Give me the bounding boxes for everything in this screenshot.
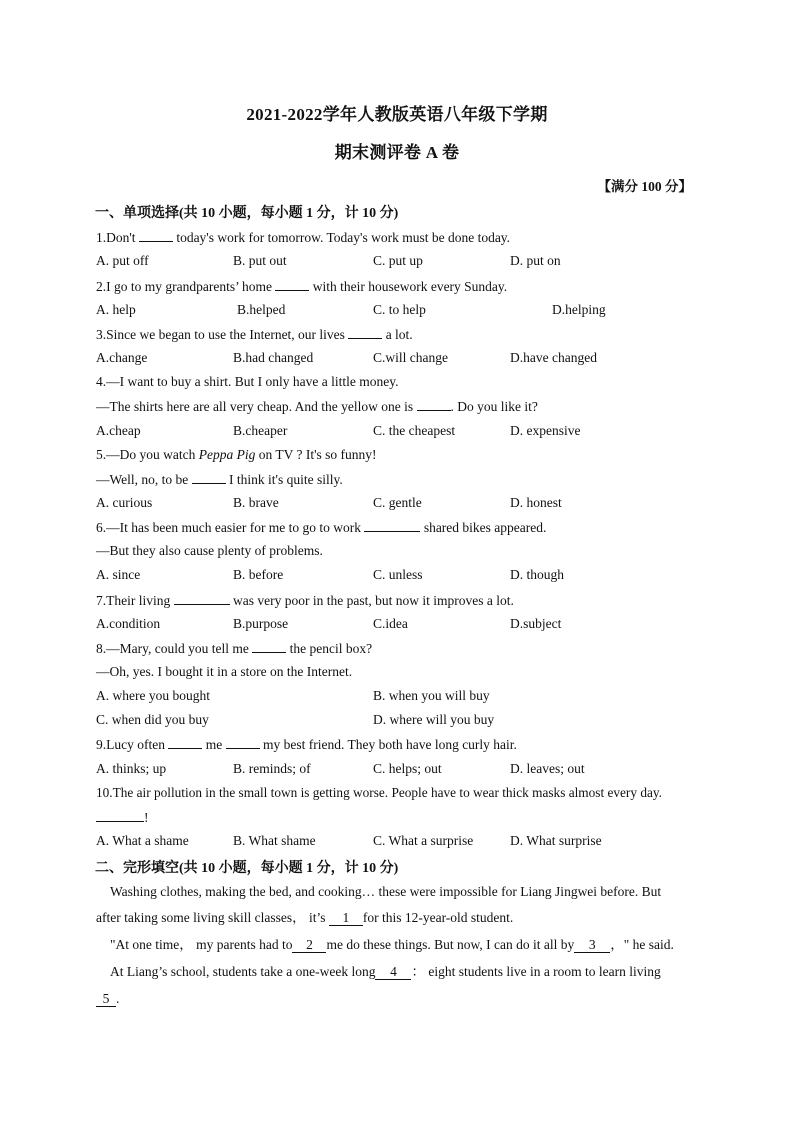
- option-a: A. What a shame: [96, 833, 189, 848]
- option-a: A.condition: [96, 616, 161, 631]
- answer-blank: [364, 519, 420, 532]
- option-d: D.subject: [510, 616, 562, 631]
- answer-blank: [139, 229, 173, 242]
- option-c: C. the cheapest: [373, 423, 456, 438]
- passage-line: 5 .: [96, 991, 119, 1007]
- option-a: A. curious: [96, 495, 153, 510]
- option-b: B. when you will buy: [373, 688, 490, 703]
- blank-number: 2: [292, 938, 326, 953]
- question-4: 4.—I want to buy a shirt. But I only have a little money.: [96, 374, 399, 389]
- passage-line: Washing clothes, making the bed, and cooking… these were impossible for Liang Jingwei before. But: [110, 884, 662, 899]
- question-7: 7.Their living was very poor in the past, but now it improves a lot.: [96, 593, 514, 608]
- question-5-reply: —Well, no, to be I think it's quite silly.: [96, 472, 343, 487]
- section2-heading: 二、完形填空(共 10 小题，每小题 1 分，计 10 分): [95, 861, 399, 876]
- question-10: 10.The air pollution in the small town is getting worse. People have to wear thick masks almost every day.: [96, 785, 662, 800]
- question-6: 6.—It has been much easier for me to go to work shared bikes appeared.: [96, 520, 547, 535]
- option-d: D. though: [510, 567, 564, 582]
- answer-blank: [168, 736, 202, 749]
- exam-title: 2021-2022学年人教版英语八年级下学期: [246, 105, 548, 124]
- full-score-label: 【满分 100 分】: [597, 179, 692, 194]
- blank-number: 5: [96, 992, 116, 1007]
- question-9: 9.Lucy often me my best friend. They both have long curly hair.: [96, 737, 517, 752]
- option-d: D. leaves; out: [510, 761, 585, 776]
- passage-line: "At one time， my parents had to 2 me do these things. But now, I can do it all by 3 ，" he said.: [110, 937, 674, 952]
- option-b: B.purpose: [233, 616, 289, 631]
- option-d: D. What surprise: [510, 833, 602, 848]
- option-b: B.cheaper: [233, 423, 288, 438]
- option-c: C.will change: [373, 350, 448, 365]
- question-1: 1.Don't today's work for tomorrow. Today's work must be done today.: [96, 230, 511, 245]
- question-2: 2.I go to my grandparents’ home with their housework every Sunday.: [96, 279, 508, 294]
- question-5: 5.—Do you watch Peppa Pig on TV ? It's so funny!: [96, 447, 377, 462]
- section1-heading: 一、单项选择(共 10 小题，每小题 1 分，计 10 分): [95, 206, 399, 221]
- option-d: D. where will you buy: [373, 712, 495, 727]
- answer-blank: [252, 640, 286, 653]
- answer-blank: [275, 278, 309, 291]
- option-a: A. thinks; up: [96, 761, 167, 776]
- option-c: C.idea: [373, 616, 408, 631]
- option-d: D. expensive: [510, 423, 581, 438]
- question-8-reply: —Oh, yes. I bought it in a store on the Internet.: [96, 664, 353, 679]
- option-d: D.helping: [552, 302, 606, 317]
- option-c: C. unless: [373, 567, 423, 582]
- question-10-blank-line: !: [96, 809, 149, 826]
- option-a: A. where you bought: [96, 688, 210, 703]
- option-b: B.helped: [237, 302, 286, 317]
- answer-blank: [226, 736, 260, 749]
- option-a: A. since: [96, 567, 141, 582]
- question-3: 3.Since we began to use the Internet, our lives a lot.: [96, 327, 413, 342]
- show-title: Peppa Pig: [198, 447, 256, 462]
- blank-number: 1: [329, 911, 363, 926]
- option-a: A.change: [96, 350, 148, 365]
- passage-line: after taking some living skill classes， it’s 1 for this 12-year-old student.: [96, 910, 514, 925]
- option-a: A.cheap: [96, 423, 141, 438]
- answer-blank: [192, 471, 226, 484]
- option-d: D. put on: [510, 253, 561, 268]
- question-4-reply: —The shirts here are all very cheap. And the yellow one is . Do you like it?: [96, 399, 538, 414]
- option-c: C. put up: [373, 253, 423, 268]
- option-c: C. gentle: [373, 495, 422, 510]
- answer-blank: [417, 398, 451, 411]
- exam-subtitle: 期末测评卷 A 卷: [334, 143, 460, 162]
- option-b: B.had changed: [233, 350, 314, 365]
- question-6-reply: —But they also cause plenty of problems.: [96, 543, 323, 558]
- option-b: B. brave: [233, 495, 279, 510]
- blank-number: 3: [574, 938, 610, 953]
- passage-line: At Liang’s school, students take a one-week long 4 ： eight students live in a room to learn living: [110, 964, 661, 979]
- option-d: D.have changed: [510, 350, 597, 365]
- option-d: D. honest: [510, 495, 562, 510]
- option-a: A. put off: [96, 253, 149, 268]
- question-8: 8.—Mary, could you tell me the pencil box?: [96, 641, 373, 656]
- option-b: B. put out: [233, 253, 287, 268]
- option-b: B. What shame: [233, 833, 316, 848]
- answer-blank: [96, 809, 144, 822]
- blank-number: 4: [375, 965, 411, 980]
- option-c: C. when did you buy: [96, 712, 209, 727]
- option-c: C. What a surprise: [373, 833, 474, 848]
- answer-blank: [174, 592, 230, 605]
- answer-blank: [348, 326, 382, 339]
- option-b: B. before: [233, 567, 284, 582]
- option-a: A. help: [96, 302, 136, 317]
- option-c: C. helps; out: [373, 761, 442, 776]
- option-c: C. to help: [373, 302, 426, 317]
- option-b: B. reminds; of: [233, 761, 311, 776]
